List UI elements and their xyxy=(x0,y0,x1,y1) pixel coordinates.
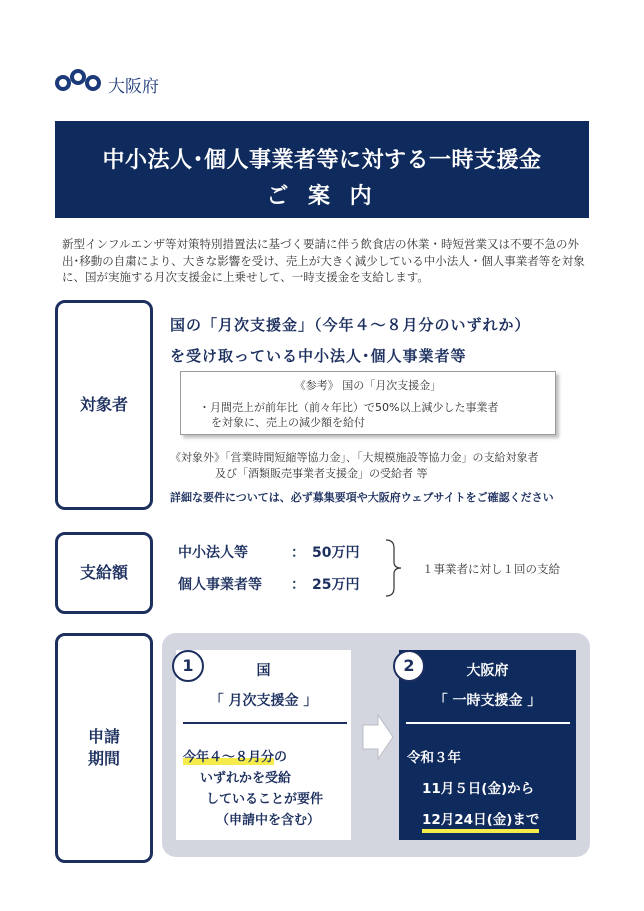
title-line2: ご 案 内 xyxy=(266,184,378,209)
card2-line3 xyxy=(422,808,539,828)
highlight-text: 今年４～８月分 xyxy=(183,750,275,765)
brace-icon xyxy=(384,538,404,598)
divider xyxy=(183,722,347,724)
reference-title: 《参考》 国の「月次支援金」 xyxy=(294,379,442,392)
highlight-text: 12月24日(金)まで xyxy=(422,812,539,833)
card1-head: 国 xyxy=(256,663,271,679)
period-label xyxy=(55,633,153,863)
amount-category: 中小法人等 xyxy=(178,545,248,561)
intro-text: 新型インフルエンザ等対策特別措置法に基づく要請に伴う飲食店の休業・時短営業又は不要不急の外出･移動の自粛により、大きな影響を受け、売上が大きく減少している中小法人・個人事業者等を対象に、国が実施する月次支援金に上乗せして、一時支援金を支給します。 xyxy=(62,237,585,284)
card1-line4: （申請中を含む） xyxy=(216,813,321,828)
target-label: 対象者 xyxy=(55,300,153,510)
step-number: 2 xyxy=(393,650,425,682)
exclusion-line2: 及び「酒類販売事業者支援金」の受給者 等 xyxy=(215,467,428,480)
reference-line2: を対象に、売上の減少額を給付 xyxy=(211,416,365,429)
right-arrow-icon xyxy=(362,713,394,761)
exclusion-line1: 《対象外》「営業時間短縮等協力金」、「大規模施設等協力金」の支給対象者 xyxy=(170,451,539,464)
target-line2: を受け取っている中小法人･個人事業者等 xyxy=(170,347,467,365)
title-line1: 中小法人･個人事業者等に対する一時支援金 xyxy=(102,148,542,173)
card1-line1 xyxy=(183,746,287,765)
amount-colon: ： xyxy=(291,577,305,593)
reference-box xyxy=(180,371,556,435)
amount-note: １事業者に対し１回の支給 xyxy=(422,562,560,576)
card2-line2: 11月５日(金)から xyxy=(422,781,535,797)
reference-line1: ・月間売上が前年比（前々年比）で50%以上減少した事業者 xyxy=(199,401,499,414)
card1-line3: していることが要件 xyxy=(206,792,324,807)
card2-sub: 「 一時支援金 」 xyxy=(433,693,542,709)
amount-label: 支給額 xyxy=(55,532,153,614)
divider xyxy=(406,722,570,724)
title-banner xyxy=(55,121,589,218)
period-label-line2: 期間 xyxy=(87,749,120,768)
period-label-line1: 申請 xyxy=(87,727,120,746)
card2-line1: 令和３年 xyxy=(407,750,461,766)
card1-line1-rest: の xyxy=(274,750,288,765)
detail-note: 詳細な要件については、必ず募集要項や大阪府ウェブサイトをご確認ください xyxy=(170,491,554,504)
amount-category: 個人事業者等 xyxy=(178,577,262,593)
card2-head: 大阪府 xyxy=(466,663,509,679)
step-number: 1 xyxy=(172,650,204,682)
card1-line2: いずれかを受給 xyxy=(200,771,292,786)
org-name: 大阪府 xyxy=(108,77,159,97)
amount-colon: ： xyxy=(291,545,305,561)
card1-sub: 「 月次支援金 」 xyxy=(209,693,318,709)
target-line1: 国の「月次支援金」（今年４～８月分のいずれか） xyxy=(170,316,531,334)
amount-value: 25万円 xyxy=(312,577,360,593)
amount-value: 50万円 xyxy=(312,545,360,561)
osaka-prefecture-logo xyxy=(55,66,115,96)
